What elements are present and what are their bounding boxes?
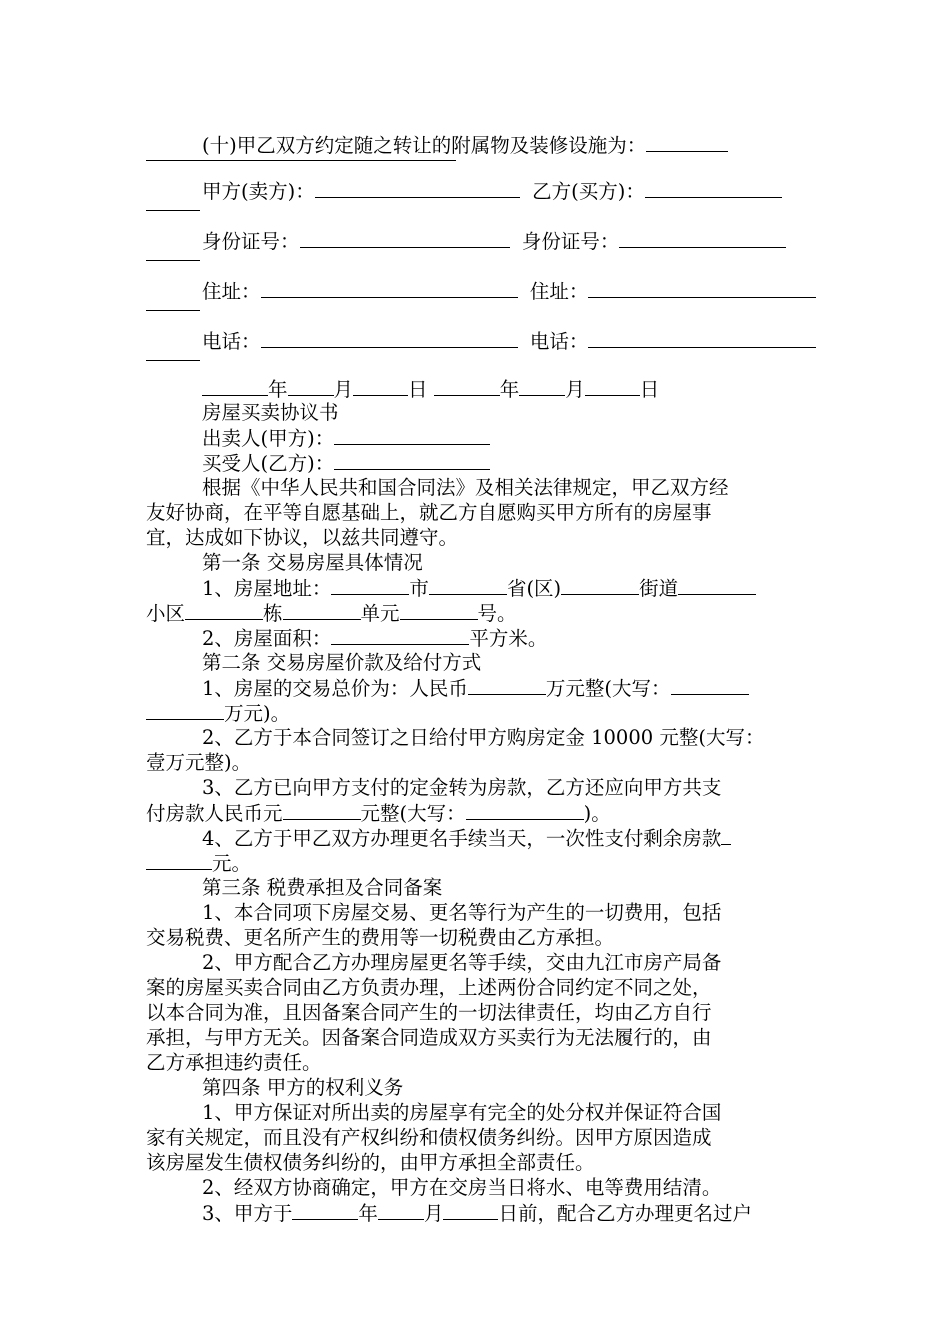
intro-line: 友好协商，在平等自愿基础上，就乙方自愿购买甲方所有的房屋事: [146, 501, 712, 524]
balance-line: [202, 825, 731, 851]
intro-line: 宜，达成如下协议，以兹共同遵守。: [146, 526, 459, 549]
tel-label-a: 电话：: [202, 330, 261, 353]
price-unit: 万元)。: [224, 702, 291, 725]
blank-line: [146, 310, 200, 311]
filing-line: 以本合同为准，且因备案合同产生的一切法律责任，均由乙方自行: [146, 1001, 712, 1024]
number-label: 号。: [477, 602, 517, 625]
month-b: 月: [565, 378, 585, 401]
community-label: 小区: [146, 602, 186, 625]
article-4-heading: 第四条 甲方的权利义务: [202, 1076, 404, 1099]
house-address-label: 1、房屋地址：: [202, 577, 332, 600]
transfer-line: [202, 1200, 752, 1226]
area-unit: 平方米。: [469, 627, 548, 650]
tel-label-b: 电话：: [529, 330, 589, 353]
balance-unit: 元。: [212, 852, 252, 875]
deposit-line: 壹万元整)。: [146, 751, 252, 774]
filing-line: 承担，与甲方无关。因备案合同造成双方买卖行为无法履行的，由: [146, 1026, 712, 1049]
blank-line: [146, 360, 200, 361]
transfer-year: 年: [358, 1202, 378, 1225]
payment-line: 3、乙方已向甲方支付的定金转为房款，乙方还应向甲方共支: [202, 776, 722, 799]
price-line-2: [146, 700, 290, 726]
filing-line: 乙方承担违约责任。: [146, 1051, 322, 1074]
transfer-tail: 日前，配合乙方办理更名过户: [498, 1202, 752, 1225]
address-row: [202, 278, 816, 304]
province-label: 省(区): [506, 577, 562, 600]
date-row: [202, 376, 659, 402]
balance-line-2: [146, 850, 251, 876]
street-label: 街道: [639, 577, 679, 600]
seller-party-label: 出卖人(甲方)：: [202, 427, 335, 450]
year-b: 年: [499, 378, 520, 401]
article-1-heading: 第一条 交易房屋具体情况: [202, 551, 423, 574]
seller-sign-row: [202, 178, 782, 204]
day-b: 日: [639, 378, 660, 401]
tax-line: 1、本合同项下房屋交易、更名等行为产生的一切费用，包括: [202, 901, 722, 924]
article-3-heading: 第三条 税费承担及合同备案: [202, 876, 443, 899]
attachments-label: (十)甲乙双方约定随之转让的附属物及装修设施为：: [202, 134, 647, 157]
unit-label: 单元: [360, 602, 400, 625]
buyer-label: 乙方(买方)：: [532, 180, 645, 203]
price-line: [202, 675, 749, 701]
transfer-month: 月: [423, 1202, 444, 1225]
payment-close: )。: [583, 802, 611, 825]
transfer-label: 3、甲方于: [202, 1202, 293, 1225]
rights-line: 该房屋发生债权债务纠纷的，由甲方承担全部责任。: [146, 1151, 595, 1174]
agreement-title: 房屋买卖协议书: [202, 401, 339, 424]
address-fill-line-2: [146, 600, 517, 626]
area-line: [202, 625, 547, 651]
addr-label-a: 住址：: [202, 280, 261, 303]
rights-line: 1、甲方保证对所出卖的房屋享有完全的处分权并保证符合国: [202, 1101, 722, 1124]
deposit-line: 2、乙方于本合同签订之日给付甲方购房定金 10000 元整(大写：: [202, 726, 765, 749]
payment-words-label: 元整(大写：: [360, 802, 466, 825]
id-label-a: 身份证号：: [202, 230, 300, 253]
year-a: 年: [268, 378, 288, 401]
phone-row: [202, 328, 816, 354]
city-label: 市: [409, 577, 429, 600]
filing-line: 2、甲方配合乙方办理房屋更名等手续，交由九江市房产局备: [202, 951, 722, 974]
price-words-label: 万元整(大写：: [545, 677, 671, 700]
building-label: 栋: [263, 602, 283, 625]
tax-line: 交易税费、更名所产生的费用等一切税费由乙方承担。: [146, 926, 615, 949]
day-a: 日: [408, 378, 428, 401]
attachments-line: [202, 132, 728, 158]
rights-line: 家有关规定，而且没有产权纠纷和债权债务纠纷。因甲方原因造成: [146, 1126, 712, 1149]
intro-line: 根据《中华人民共和国合同法》及相关法律规定，甲乙双方经: [202, 476, 729, 499]
blank-line: [146, 260, 200, 261]
utilities-line: 2、经双方协商确定，甲方在交房当日将水、电等费用结清。: [202, 1176, 722, 1199]
price-label: 1、房屋的交易总价为：人民币: [202, 677, 468, 700]
payment-label: 付房款人民币元: [146, 802, 283, 825]
payment-line-2: [146, 800, 611, 826]
filing-line: 案的房屋买卖合同由乙方负责办理，上述两份合同约定不同之处，: [146, 976, 712, 999]
blank-line: [146, 210, 200, 211]
addr-label-b: 住址：: [529, 280, 589, 303]
id-label-b: 身份证号：: [521, 230, 620, 253]
balance-label: 4、乙方于甲乙双方办理更名手续当天，一次性支付剩余房款: [202, 827, 722, 850]
buyer-party: [202, 450, 490, 476]
article-2-heading: 第二条 交易房屋价款及给付方式: [202, 651, 482, 674]
address-fill-line: [202, 575, 756, 601]
month-a: 月: [333, 378, 354, 401]
seller-party: [202, 425, 490, 451]
blank-line: [146, 160, 456, 161]
buyer-party-label: 买受人(乙方)：: [202, 452, 335, 475]
id-row: [202, 228, 786, 254]
seller-label: 甲方(卖方)：: [202, 180, 315, 203]
area-label: 2、房屋面积：: [202, 627, 332, 650]
